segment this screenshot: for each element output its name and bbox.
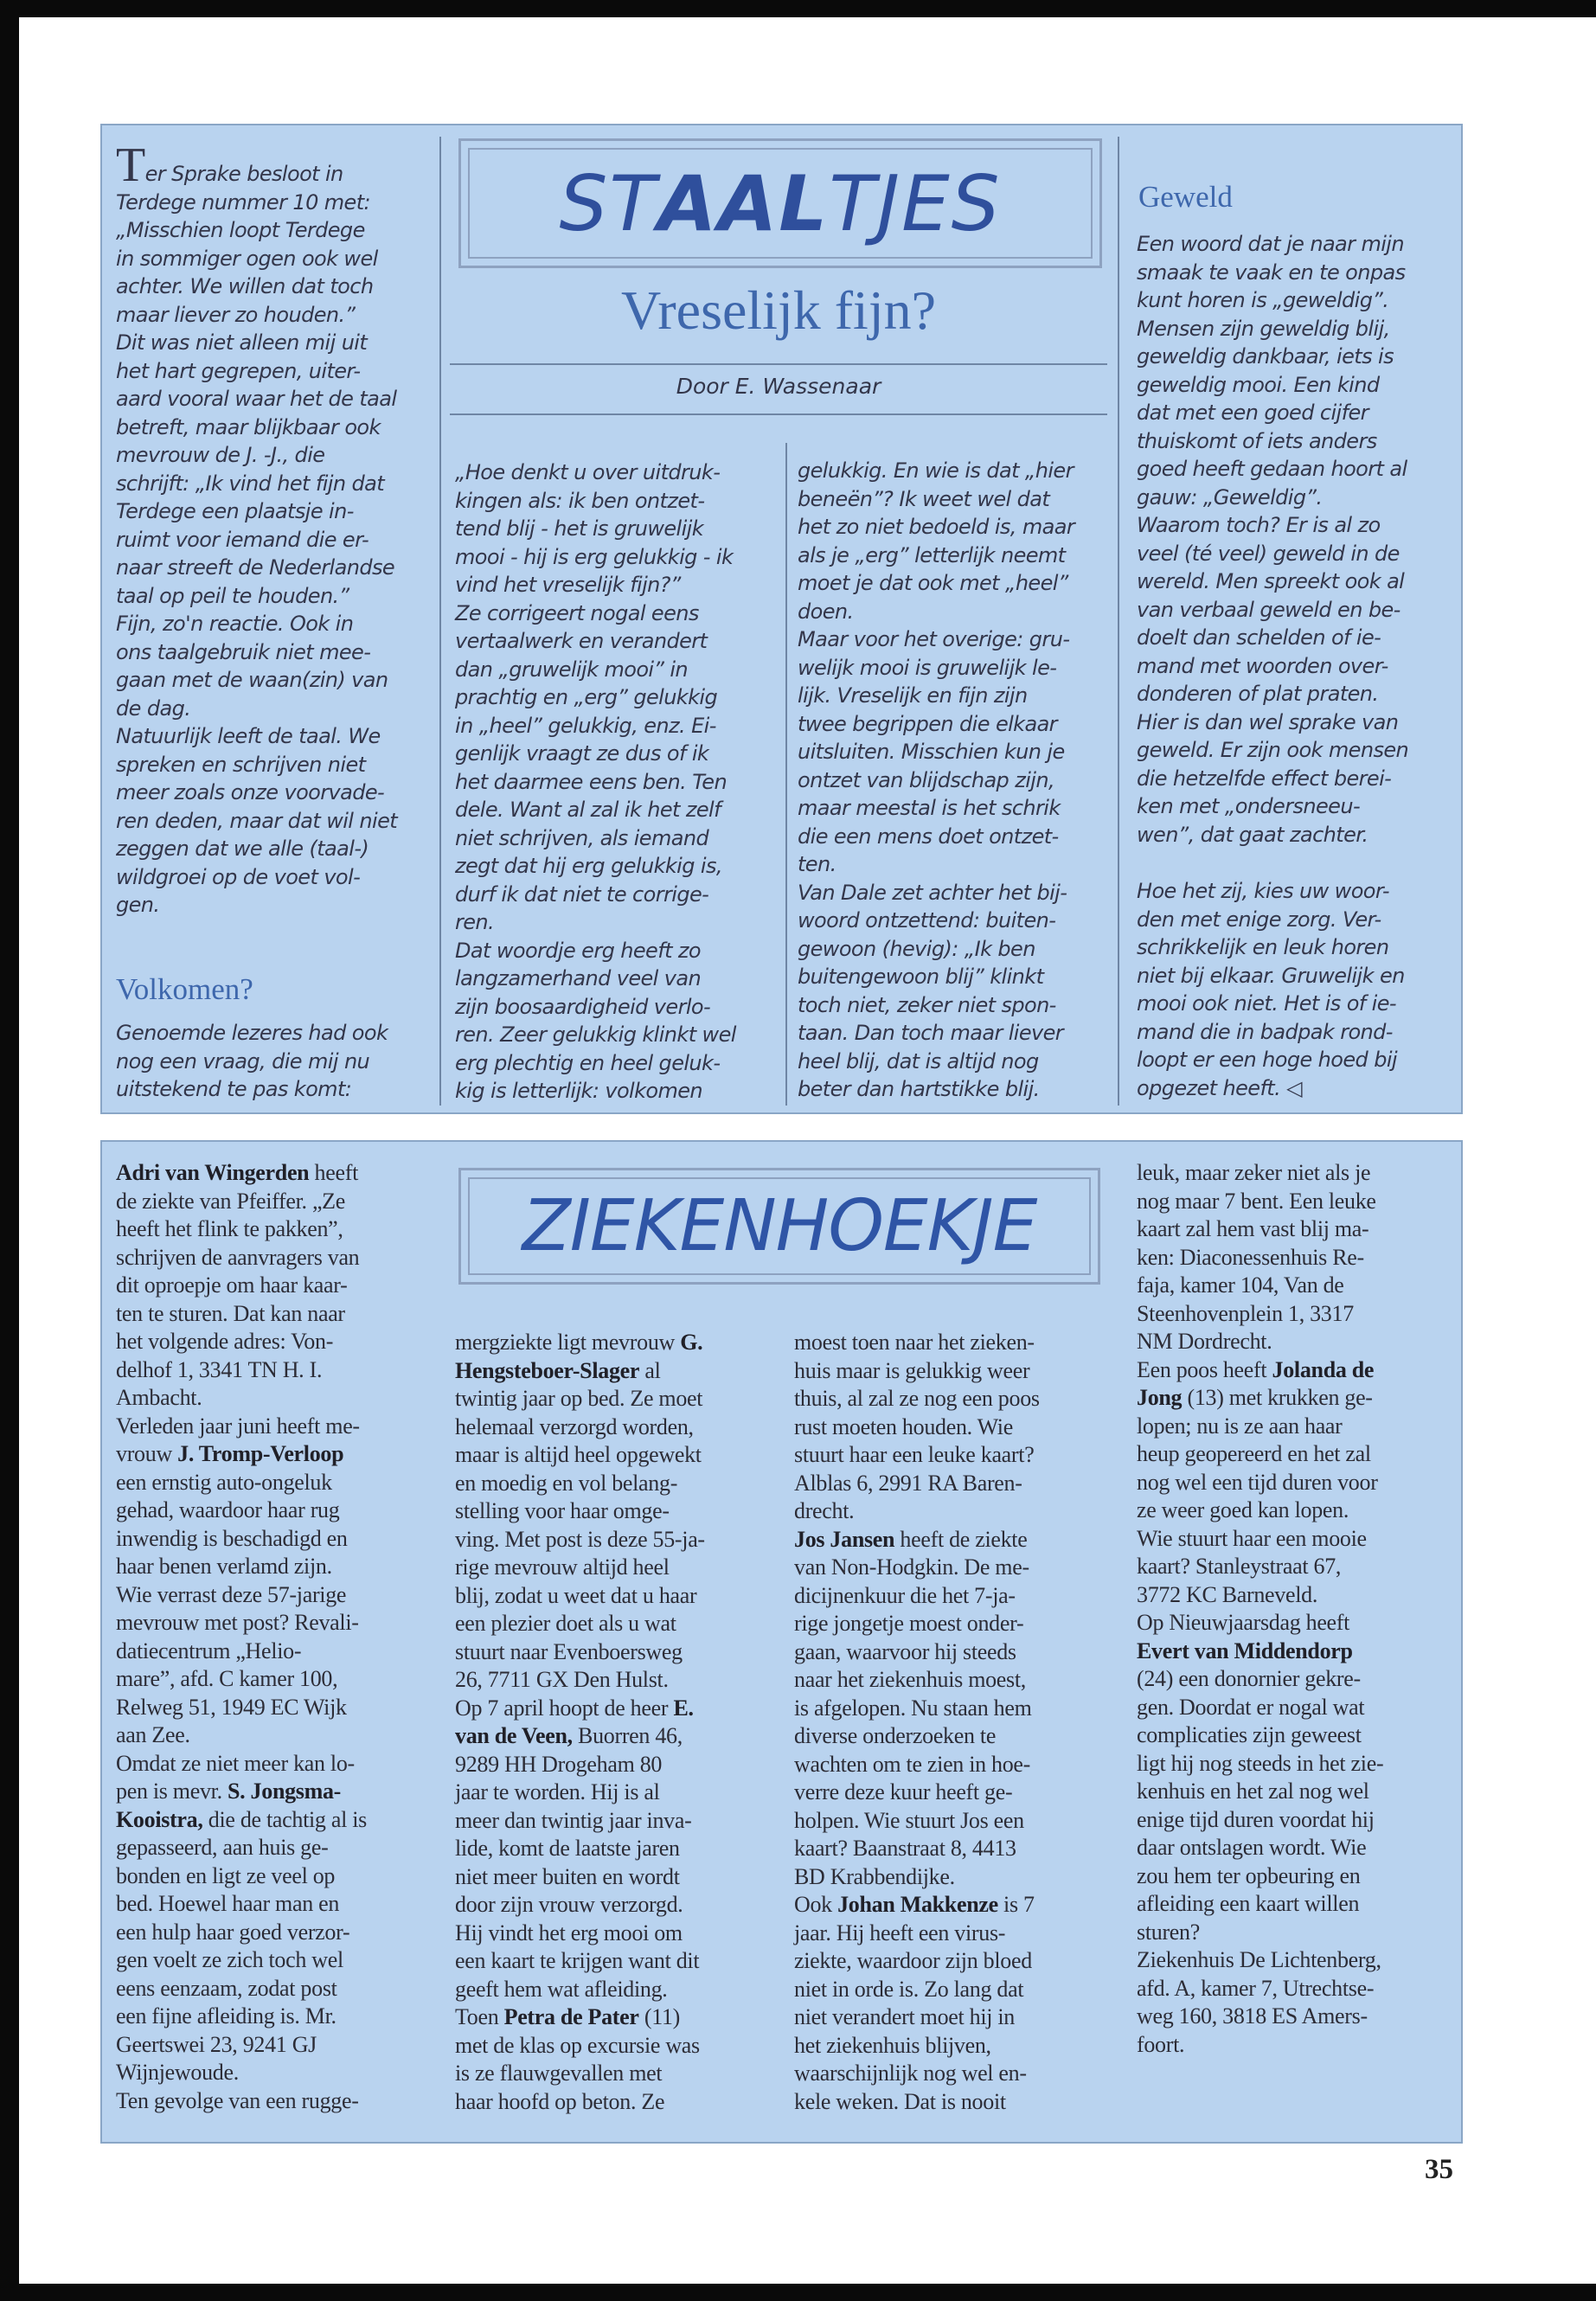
text-run: al twintig jaar op bed. Ze moet helemaal verzorgd worden, maar is altijd heel opgewekt en moedig en vol belang- stelling voor haar omge- ving. Met post is deze 55-ja- rige mevrouw altijd heel blij, zodat u weet dat u haar een plezier doet als u wat stuurt naar Evenboersweg 26, 7711 GX Den Hulst. Op 7 april hoopt de heer <box>455 1357 705 1721</box>
ziekenhoekje-column-1 <box>116 1159 367 2115</box>
article-byline: Door E. Wassenaar <box>676 374 881 399</box>
person-name: S. Jongsma- Kooistra, <box>116 1779 342 1832</box>
person-name: Jos Jansen <box>794 1526 895 1552</box>
person-name: G. Hengsteboer-Slager <box>455 1330 703 1383</box>
staaltjes-column-1-continued: Genoemde lezeres had ook nog een vraag, die mij nu uitstekend te pas komt: <box>116 1021 388 1101</box>
staaltjes-title-frame <box>458 138 1102 268</box>
text-run: (24) een donornier gekre- gen. Doordat er nogal wat complicaties zijn geweest ligt hij nog steeds in het zie- kenhuis en het zal nog wel enige tijd duren voordat hij daar ontslagen wordt. Wie zou hem ter opbeuring en afleiding een kaart willen sturen? Ziekenhuis De Lichtenberg, afd. A, kamer 7, Utrechtse- weg 160, 3818 ES Amers- foort. <box>1137 1666 1384 2057</box>
column-divider <box>785 443 787 1106</box>
text-run: moest toen naar het zieken- huis maar is gelukkig weer thuis, al zal ze nog een poos rust moeten houden. Wie stuurt haar een leuke kaart? Alblas 6, 2991 RA Baren- drecht. <box>794 1330 1040 1523</box>
ziekenhoekje-column-3 <box>794 1329 1040 2116</box>
text-run: heeft de ziekte van Pfeiffer. „Ze heeft het flink te pakken”, schrijven de aanvragers van dit oproepje om haar kaar- ten te sturen. Dat kan naar het volgende adres: Von- delhof 1, 3341 TN H. I. Ambacht. Verleden jaar juni heeft me- vrouw <box>116 1160 360 1466</box>
text-run: een ernstig auto-ongeluk gehad, waardoor haar rug inwendig is beschadigd en haar benen verlamd zijn. Wie verrast deze 57-jarige mevrouw met post? Revali- datiecentrum „Helio- mare”, afd. C kamer 100, Relweg 51, 1949 EC Wijk aan Zee. Omdat ze niet meer kan lo- pen is mevr. <box>116 1469 359 1804</box>
text-run: (11) met de klas op excursie was is ze flauwgevallen met haar hoofd op beton. Ze <box>455 2004 700 2114</box>
ziekenhoekje-title-frame <box>458 1168 1100 1285</box>
person-name: Jolanda de Jong <box>1137 1356 1375 1410</box>
section-heading-volkomen: Volkomen? <box>116 972 253 1006</box>
person-name: Johan Makkenze <box>837 1892 998 1917</box>
rule <box>450 363 1107 365</box>
text-run: die de tachtig al is gepasseerd, aan huis ge- bonden en ligt ze veel op bed. Hoewel haar man en een hulp haar goed verzor- gen voelt ze zich toch wel eens eenzaam, zodat post een fijne afleiding is. Mr. Geertsweі 23, 9241 GJ Wijnjewoude. Ten gevolge van een rugge- <box>116 1806 367 2113</box>
ziekenhoekje-column-2 <box>455 1329 705 2116</box>
text-run: is 7 jaar. Hij heeft een virus- ziekte, waardoor zijn bloed niet in orde is. Zo lang dat niet verandert moet hij in het ziekenhuis blijven, waarschijnlijk nog wel en- kele weken. Dat is nooit <box>794 1892 1035 2114</box>
scan-edge-left <box>0 0 19 2301</box>
rule <box>450 413 1107 415</box>
section-heading-geweld: Geweld <box>1138 180 1233 214</box>
person-name: Petra de Pater <box>503 2004 639 2029</box>
scan-edge-bottom <box>0 2284 1596 2301</box>
person-name: J. Tromp-Verloop <box>177 1441 344 1466</box>
article-subtitle: Vreselijk fijn? <box>620 279 937 341</box>
text-run: heeft de ziekte van Non-Hodgkin. De me- dicijnenkuur die het 7-ja- rige jongetje moest onder- gaan, waarvoor hij steeds naar het ziekenhuis moest, is afgelopen. Nu staan hem diverse onderzoeken te wachten om te zien in hoe- verre deze kuur heeft ge- holpen. Wie stuurt Jos een kaart? Baanstraat 8, 4413 BD Krabbendijke. Ook <box>794 1526 1032 1917</box>
text-run: leuk, maar zeker niet als je nog maar 7 bent. Een leuke kaart zal hem vast blij ma- ken: Diaconessenhuis Re- faja, kamer 104, Van de Steenhovenplein 1, 3317 NM Dordrecht. Een poos heeft <box>1137 1160 1376 1382</box>
text-run: (13) met krukken ge- lopen; nu is ze aan haar heup geopereerd en het zal nog wel een tijd duren voor ze weer goed kan lopen. Wie stuurt haar een mooie kaart? Stanleystraat 67, 3772 KC Barneveld. Op Nieuwjaarsdag heeft <box>1137 1385 1378 1635</box>
ziekenhoekje-title: ZIEKENHOEKJE <box>522 1185 1037 1267</box>
ziekenhoekje-column-4 <box>1137 1159 1383 2059</box>
column-divider <box>439 137 441 1106</box>
scan-edge-top <box>0 0 1596 17</box>
staaltjes-column-2: „Hoe denkt u over uitdruk- kingen als: ik ben ontzet- tend blij - het is gruwelijk mooi - hij is erg gelukkig - ik vind het vreselijk fijn?” Ze corrigeert nogal eens vertaalwerk en verandert dan „gruwelijk mooi” in prachtig en „erg” gelukkig in „heel” gelukkig, enz. Ei- genlijk vraagt ze dus of ik het daarmee eens ben. Ten dele. Want al zal ik het zelf niet schrijven, als iemand zegt dat hij erg gelukkig is, durf ik dat niet te corrige- ren. Dat woordje erg heeft zo langzamerhand veel van zijn boosaardigheid verlo- ren. Zeer gelukkig klinkt wel erg plechtig en heel geluk- kig is letterlijk: volkomen <box>455 460 736 1103</box>
person-name: E. van de Veen, <box>455 1695 694 1748</box>
drop-cap: T <box>116 138 145 192</box>
staaltjes-column-1: Ter Sprake besloot in Terdege nummer 10 met: „Misschien loopt Terdege in sommiger ogen ook wel achter. We willen dat toch maar liever zo houden.” Dit was niet alleen mij uit het hart gegrepen, uiter- aard vooral waar het de taal betreft, maar blijkbaar ook mevrouw de J. -J., die schrijft: „Ik vind het fijn dat Terdege een plaatsje in- ruimt voor iemand die er- naar streeft de Nederlandse taal op peil te houden.” Fijn, zo'n reactie. Ook in ons taalgebruik niet mee- gaan met de waan(zin) van de dag. Natuurlijk leeft de taal. We spreken en schrijven niet meer zoals onze voorvade- ren deden, maar dat wil niet zeggen dat we alle (taal-) wildgroei op de voet vol- gen. <box>116 138 398 917</box>
staaltjes-column-4: Een woord dat je naar mijn smaak te vaak en te onpas kunt horen is „geweldig”. Mensen zijn geweldig blij, geweldig dankbaar, iets is geweldig mooi. Een kind dat met een goed cijfer thuiskomt of iets anders goed heeft gedaan hoort al gauw: „Geweldig”. Waarom toch? Er is al zo veel (té veel) geweld in de wereld. Men spreekt ook al van verbaal geweld en be- doelt dan schelden of ie- mand met woorden over- donderen of plat praten. Hier is dan wel sprake van geweld. Er zijn ook mensen die hetzelfde effect berei- ken met „ondersneeu- wen”, dat gaat zachter. <box>1137 232 1409 847</box>
person-name: Adri van Wingerden <box>116 1160 310 1185</box>
text-run: mergziekte ligt mevrouw <box>455 1330 681 1355</box>
text-run: Buorren 46, 9289 HH Drogeham 80 jaar te worden. Hij is al meer dan twintig jaar inva- lide, komt de laatste jaren niet meer buiten en wordt door zijn vrouw verzorgd. Hij vindt het erg mooi om een kaart te krijgen want dit geeft hem wat afleiding. Toen <box>455 1723 700 2029</box>
staaltjes-column-3: gelukkig. En wie is dat „hier beneën”? Ik weet wel dat het zo niet bedoeld is, maar als je „erg” letterlijk neemt moet je dat ook met „heel” doen. Maar voor het overige: gru- welijk mooi is gruwelijk le- lijk. Vreselijk en fijn zijn twee begrippen die elkaar uitsluiten. Misschien kun je ontzet van blijdschap zijn, maar meestal is het schrik die een mens doet ontzet- ten. Van Dale zet achter het bij- woord ontzettend: buiten- gewoon (hevig): „Ik ben buitengewoon blij” klinkt toch niet, zeker niet spon- taan. Dan toch maar liever heel blij, dat is altijd nog beter dan hartstikke blij. <box>798 458 1075 1101</box>
staaltjes-title: STAALTJES <box>559 158 1002 248</box>
person-name: Evert van Middendorp <box>1137 1638 1353 1663</box>
column-divider <box>1118 137 1119 1106</box>
staaltjes-column-4-continued: Hoe het zij, kies uw woor- den met enige zorg. Ver- schrikkelijk en leuk horen niet bij elkaar. Gruwelijk en mooi ook niet. Het is of ie- mand die in badpak rond- loopt er een hoge hoed bij opgezet heeft. ◁ <box>1137 879 1405 1100</box>
page-number: 35 <box>1425 2154 1453 2185</box>
